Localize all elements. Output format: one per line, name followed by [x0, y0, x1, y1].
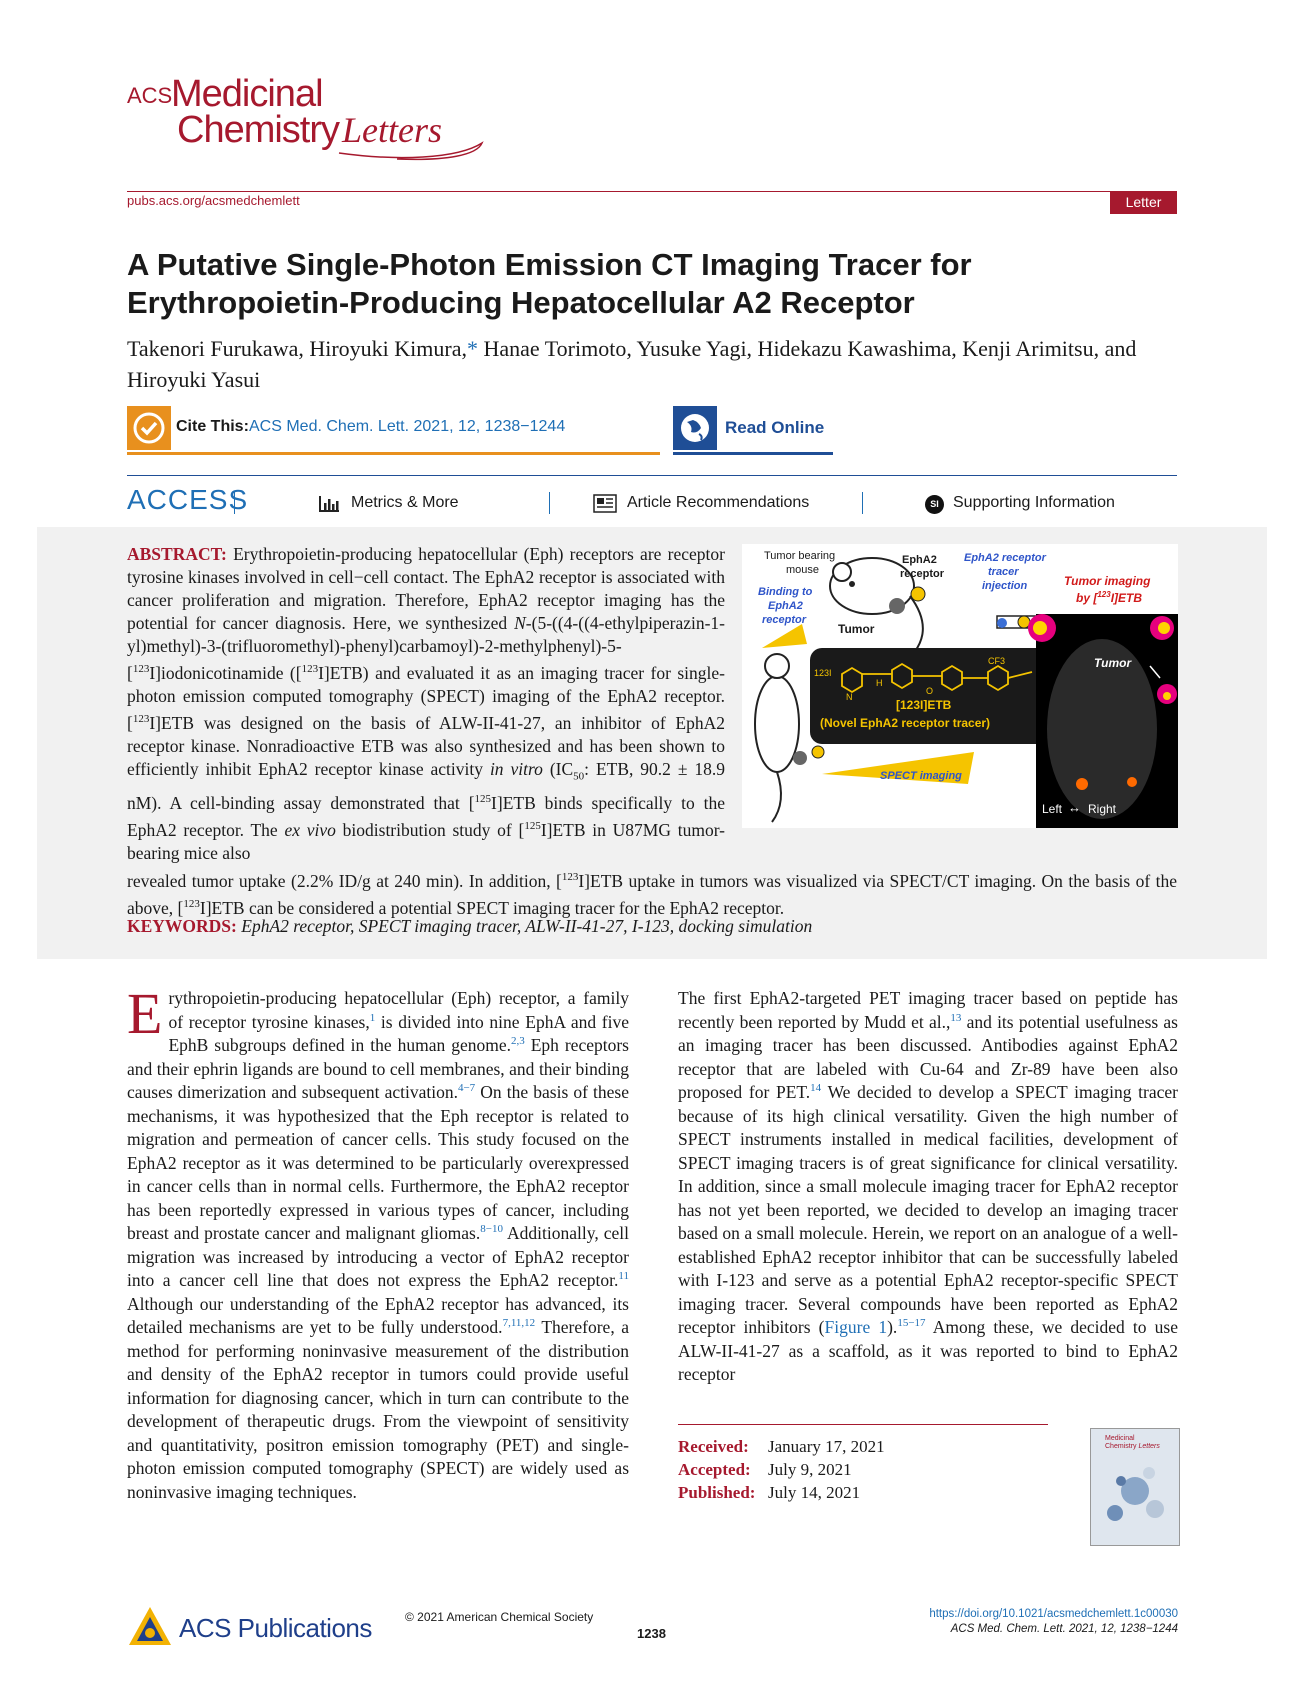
date-value: July 14, 2021: [768, 1483, 861, 1502]
reference-link[interactable]: 11: [618, 1270, 629, 1283]
isotope-superscript: 123: [132, 712, 150, 725]
date-value: January 17, 2021: [768, 1437, 885, 1456]
checkmark-badge-icon: [127, 406, 171, 450]
metrics-label: Metrics & More: [351, 494, 459, 511]
access-separator: [234, 492, 235, 514]
journal-url-link[interactable]: pubs.acs.org/acsmedchemlett: [127, 193, 300, 208]
toc-label-tumor-imaging: Tumor imaging: [1064, 574, 1151, 588]
toc-label-o: O: [926, 686, 934, 696]
toc-label-epha2: EphA2: [902, 554, 937, 566]
read-online-button[interactable]: [673, 406, 833, 455]
toc-label-injection: injection: [982, 580, 1028, 592]
body-text: Among these, we decided to use ALW-II-41-27 as a scaffold, as it was reported to bind to EphA2 receptor: [678, 1317, 1178, 1384]
abstract-text: I]ETB in U87MG tumor-bearing mice also: [127, 819, 726, 863]
body-text: On the basis of these mechanisms, it was hypothesized that the Eph receptor is related to migration and permeation of cancer cells. This study focused on the EphA2 receptor as it was determined to be particularly overexpressed in cancer cells than in normal cells. Furthermore, the EphA2 receptor has been reportedly expressed in various types of cancer, including breast and prostate cancer and malignant gliomas.: [127, 1082, 629, 1243]
toc-label-tracer-injection: EphA2 receptor: [964, 552, 1046, 564]
author-list: [127, 333, 1177, 395]
cite-this-label: Cite This:: [176, 418, 249, 435]
date-accepted: [678, 1460, 852, 1480]
logo-letters-text: Letters: [342, 110, 443, 150]
reference-link[interactable]: 13: [950, 1011, 962, 1024]
body-text: is divided into nine EphA and five EphB subgroups defined in the human genome.: [168, 1011, 629, 1055]
cover-title: Medicinal Chemistry Letters: [1105, 1435, 1160, 1450]
toc-label-binding: Binding to: [758, 586, 813, 598]
toc-label-tracer: tracer: [988, 566, 1019, 578]
date-received: [678, 1437, 885, 1457]
toc-graphic[interactable]: [742, 544, 1178, 828]
abstract-text: biodistribution study of [: [335, 819, 525, 840]
abstract-text: I]ETB was designed on the basis of ALW-II-41-27, an inhibitor of EphA2 receptor kinase. Nonradioactive ETB was also synthesized and has been shown to efficiently inhibit EphA2 receptor kinase activity: [127, 712, 725, 779]
keywords-label: KEYWORDS:: [127, 916, 237, 936]
acs-publications-text: ACS Publications: [179, 1613, 372, 1643]
cover-molecule-icon: [1091, 1429, 1179, 1545]
toc-label-receptor: receptor: [900, 568, 945, 580]
logo-swoosh-icon: [337, 131, 487, 161]
acs-hexagon-logo-icon: [127, 1605, 173, 1651]
keywords: [127, 915, 1177, 938]
body-column-right: [678, 987, 1178, 1387]
body-text: Additionally, cell migration was increased by introducing a vector of EphA2 receptor into a cancer cell line that does not express the EphA2 receptor.: [127, 1223, 630, 1290]
toc-label-novel-tracer: (Novel EphA2 receptor tracer): [820, 716, 991, 730]
abstract-text: revealed tumor uptake (2.2% ID/g at 240 min). In addition, [: [127, 870, 562, 891]
authors-first: Takenori Furukawa, Hiroyuki Kimura,: [127, 336, 467, 361]
abstract-body: [127, 543, 725, 865]
page-number: 1238: [637, 1626, 666, 1641]
authors-rest: Hanae Torimoto, Yusuke Yagi, Hidekazu Kawashima, Kenji Arimitsu, and Hiroyuki Yasui: [127, 336, 1137, 392]
abstract-text: ex vivo: [284, 819, 336, 840]
abstract-text: I]iodonicotinamide ([: [149, 662, 302, 683]
logo-medicinal-text: Medicinal: [171, 73, 323, 115]
abstract-text: I]ETB uptake in tumors was visualized via SPECT/CT imaging. On the basis of the above, [: [127, 870, 1178, 918]
supporting-label: Supporting Information: [953, 494, 1115, 511]
figure-link[interactable]: Figure 1: [824, 1317, 888, 1337]
abstract-text: Erythropoietin-producing hepatocellular (Eph) receptors are receptor tyrosine kinases involved in cell−cell contact. The EphA2 receptor is associated with cancer proliferation and migration. Therefore, EphA2 receptor imaging has the potential for cancer diagnosis. Here, we synthesized: [127, 544, 725, 633]
recommendations-label: Article Recommendations: [627, 494, 810, 511]
toc-label-iodine: 123I: [814, 668, 832, 678]
toc-label-tumor: Tumor: [838, 622, 875, 636]
reference-link[interactable]: 4−7: [457, 1082, 476, 1095]
body-text: Although our understanding of the EphA2 receptor has advanced, its detailed mechanisms are yet to be fully understood.: [127, 1293, 629, 1337]
access-separator: [549, 492, 550, 514]
date-label: Accepted:: [678, 1460, 751, 1479]
date-value: July 9, 2021: [768, 1460, 852, 1479]
body-text: ).: [887, 1317, 898, 1337]
reference-link[interactable]: 8−10: [480, 1223, 503, 1236]
reference-link[interactable]: 2,3: [510, 1035, 525, 1048]
journal-logo[interactable]: [127, 75, 487, 155]
toc-label-h: H: [876, 678, 883, 688]
access-bar-rule: [127, 475, 1177, 476]
access-label: ACCESS: [127, 484, 249, 515]
supporting-information-link[interactable]: [925, 494, 1115, 512]
read-online-label: Read Online: [725, 418, 825, 437]
abstract-text: N: [514, 613, 526, 633]
ic50-subscript: 50: [573, 770, 585, 783]
article-recommendations-link[interactable]: [593, 494, 809, 512]
dates-rule: [678, 1424, 1048, 1425]
isotope-superscript: 125: [474, 793, 492, 806]
body-text: The first EphA2-targeted PET imaging tracer based on peptide has recently been reported by Mudd et al.,: [678, 988, 1178, 1032]
date-published: [678, 1483, 860, 1503]
keywords-text: EphA2 receptor, SPECT imaging tracer, ALW-II-41-27, I-123, docking simulation: [236, 916, 813, 936]
footer-citation: ACS Med. Chem. Lett. 2021, 12, 1238−1244: [950, 1623, 1178, 1635]
body-text: and its potential usefulness as an imaging tracer has been discussed. Antibodies against EphA2 receptor that are labeled with Cu-64 and Zr-89 have been also proposed for PET.: [678, 1011, 1178, 1102]
abstract-text: I]ETB binds specifically to the EphA2 receptor. The: [127, 792, 725, 840]
toc-label-tumor-bearing: Tumor bearing: [764, 550, 836, 562]
reference-link[interactable]: 1: [369, 1011, 376, 1024]
toc-label-binding-receptor: receptor: [762, 614, 807, 626]
reference-link[interactable]: 7,11,12: [502, 1317, 536, 1330]
body-text: rythropoietin-producing hepatocellular (Eph) receptor, a family of receptor tyrosine kinases,: [168, 988, 629, 1032]
isotope-superscript: 123: [301, 663, 319, 675]
article-title: A Putative Single-Photon Emission CT Imaging Tracer for Erythropoietin-Producing Hepatocellular A2 Receptor: [127, 247, 972, 320]
toc-label-tumor-spect: Tumor: [1094, 656, 1132, 670]
header-rule: [127, 191, 1177, 192]
citation-link[interactable]: ACS Med. Chem. Lett. 2021, 12, 1238−1244: [249, 418, 566, 435]
logo-chemistry-text: Chemistry: [177, 109, 340, 151]
abstract-text: : ETB, 90.2 ± 18.9 nM). A cell-binding assay demonstrated that [: [127, 758, 726, 813]
toc-label-cf3: CF3: [988, 656, 1006, 666]
isotope-superscript: 123: [183, 897, 200, 910]
double-arrow-icon: ↔: [1068, 800, 1081, 815]
cite-this-box[interactable]: [127, 406, 660, 455]
toc-label-n: N: [846, 692, 853, 702]
article-icon: [593, 494, 617, 514]
body-text: Therefore, a method for performing noninvasive measurement of the distribution and density of the EphA2 receptor in tumors could provide useful information for diagnosing cancer, which in turn can contribute to the development of therapeutic drugs. From the viewpoint of sensitivity and quantitativity, positron emission tomography (PET) and single-photon emission computed tomography (SPECT) are widely used as noninvasive imaging techniques.: [127, 1317, 629, 1502]
abstract-text: in vitro: [489, 758, 543, 779]
access-separator: [862, 492, 863, 514]
body-text: We decided to develop a SPECT imaging tracer because of its high clinical versatility. Given the high number of SPECT instruments installed in medical facilities, development of SPECT imaging tracers is of great significance for clinical versatility. In addition, since a small molecule imaging tracer for EphA2 receptor has not yet been reported, we decided to develop an imaging tracer based on a small molecule. Herein, we report on an analogue of a well-established EphA2 receptor inhibitor that can be successfully labeled with I-123 and serve as a potential EphA2 receptor-specific SPECT imaging tracer. Several compounds have been reported as EphA2 receptor inhibitors (: [678, 1082, 1178, 1337]
reference-link[interactable]: 15−17: [897, 1317, 926, 1330]
date-label: Published:: [678, 1483, 756, 1502]
abstract-text: -(5-((4-((4-ethylpiperazin-1-yl)methyl)-3-(trifluoromethyl)-phenyl)carbamoyl)-2-methylphenyl)-5-[: [127, 613, 725, 683]
toc-label-mouse: mouse: [786, 564, 820, 576]
corresponding-author-mark[interactable]: *: [467, 336, 478, 361]
abstract-label: ABSTRACT:: [127, 544, 227, 564]
abstract-body-continued: [127, 866, 1177, 920]
body-text: Eph receptors and their ephrin ligands are bound to cell membranes, and their binding causes dimerization and subsequent activation.: [127, 1035, 629, 1102]
yellow-arrow-icon: [762, 624, 807, 648]
date-label: Received:: [678, 1437, 749, 1456]
toc-label-left: Left: [1042, 802, 1063, 816]
toc-label-spect: SPECT imaging: [880, 770, 962, 782]
body-column-left: [127, 981, 630, 1504]
rat-icon: [755, 676, 799, 772]
isotope-superscript: 123: [132, 663, 150, 675]
article-type-badge: Letter: [1110, 191, 1177, 214]
si-icon: SI: [925, 495, 944, 514]
reference-link[interactable]: 14: [810, 1082, 822, 1095]
toc-label-etb: [123I]ETB: [896, 698, 952, 712]
toc-label-right: Right: [1088, 802, 1117, 816]
toc-label-by-etb: by [$^{123}$I]ETB: [1076, 590, 1143, 605]
receptor-icon: [889, 598, 905, 614]
isotope-superscript: 125: [524, 819, 541, 832]
abstract-text: (IC: [542, 758, 574, 779]
acs-publications-logo[interactable]: [127, 1605, 377, 1655]
doi-link[interactable]: https://doi.org/10.1021/acsmedchemlett.1c00030: [929, 1608, 1178, 1620]
bar-chart-icon: [318, 494, 340, 514]
abstract-text: I]ETB) and evaluated it as an imaging tracer for single-photon emission computed tomography (SPECT) imaging of the EphA2 receptor. [: [127, 662, 726, 733]
drop-cap: E: [127, 981, 163, 1046]
metrics-link[interactable]: [318, 494, 459, 512]
journal-cover-thumbnail[interactable]: [1090, 1428, 1180, 1546]
isotope-superscript: 123: [561, 871, 579, 883]
toc-label-binding-epha2: EphA2: [768, 600, 803, 612]
copyright: © 2021 American Chemical Society: [405, 1610, 594, 1624]
logo-acs-text: ACS: [127, 83, 173, 108]
globe-icon: [673, 406, 717, 450]
abstract-text: I]ETB can be considered a potential SPECT imaging tracer for the EphA2 receptor.: [199, 897, 785, 918]
